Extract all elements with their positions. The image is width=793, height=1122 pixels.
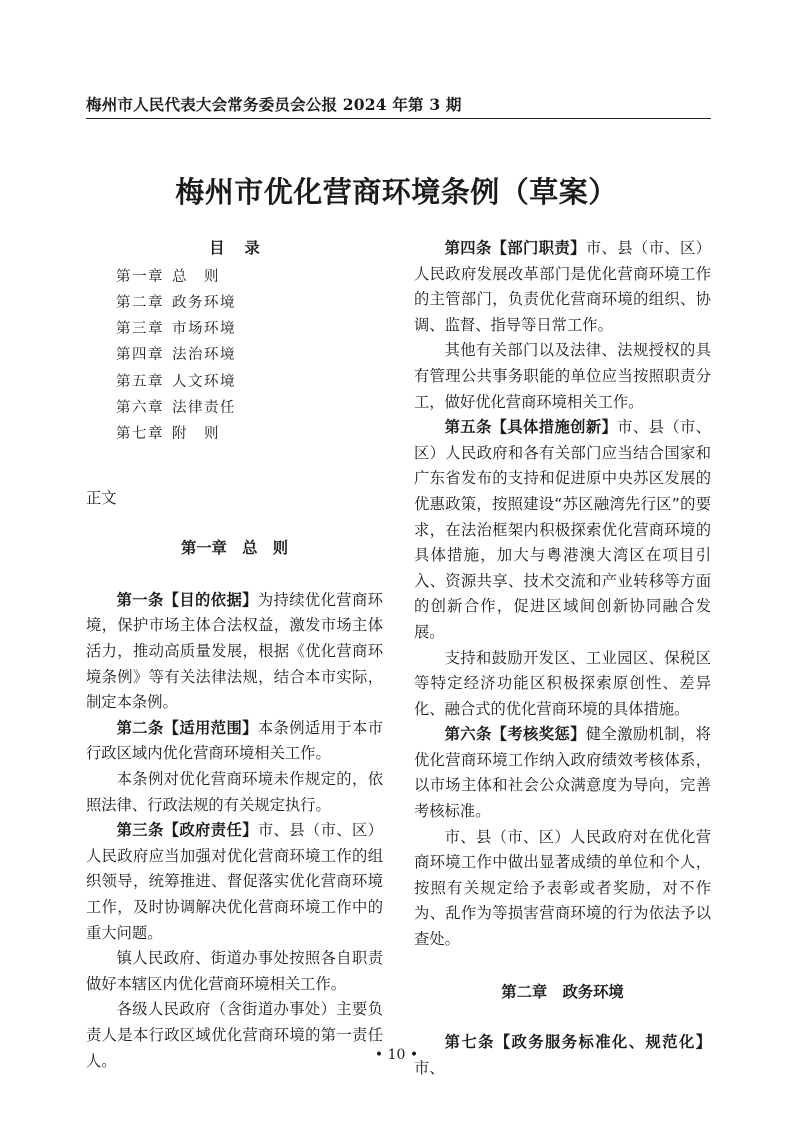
article-heading: 第一条【目的依据】 bbox=[116, 590, 258, 609]
left-column bbox=[86, 236, 383, 1074]
article-text: 本条例适用于本市行政区域内优化营商环境相关工作。 bbox=[86, 718, 383, 763]
article-5 bbox=[414, 415, 711, 645]
toc-chapter-name: 法治环境 bbox=[172, 347, 236, 364]
article-2 bbox=[86, 716, 383, 767]
table-of-contents bbox=[116, 264, 383, 448]
journal-header: 梅州市人民代表大会常务委员会公报 2024 年第 3 期 bbox=[86, 95, 462, 114]
document-title: 梅州市优化营商环境条例（草案） bbox=[175, 175, 618, 209]
article-text: 市、县（市、区）人民政府发展改革部门是优化营商环境工作的主管部门，负责优化营商环境的组织、协调、监督、指导等日常工作。 bbox=[414, 239, 711, 334]
article-6-paragraph: 市、县（市、区）人民政府对在优化营商环境工作中做出显著成绩的单位和个人，按照有关规定给予表彰或者奖励，对不作为、乱作为等损害营商环境的行为依法予以查处。 bbox=[414, 827, 711, 949]
article-5-paragraph: 支持和鼓励开发区、工业园区、保税区等特定经济功能区积极探索原创性、差异化、融合式的优化营商环境的具体措施。 bbox=[414, 648, 711, 718]
article-3 bbox=[86, 818, 383, 946]
article-text: 为持续优化营商环境，保护市场主体合法权益，激发市场主体活力，推动高质量发展，根据《优化营商环境条例》等有关法律法规，结合本市实际，制定本条例。 bbox=[86, 590, 383, 712]
article-heading: 第六条【考核奖惩】 bbox=[444, 725, 586, 744]
article-text: 市、县（市、区）人民政府应当加强对优化营商环境工作的组织领导，统筹推进、督促落实优化营商环境工作，及时协调解决优化营商环境工作中的重大问题。 bbox=[86, 821, 383, 942]
article-heading: 第二条【适用范围】 bbox=[116, 718, 258, 737]
toc-item bbox=[116, 421, 383, 447]
toc-chapter-name: 市场环境 bbox=[172, 321, 236, 338]
toc-chapter-number: 第六章 bbox=[116, 400, 164, 417]
article-6 bbox=[414, 722, 711, 824]
article-text: 市、 bbox=[414, 1058, 445, 1077]
right-column bbox=[414, 236, 711, 1081]
toc-chapter-number: 第五章 bbox=[116, 373, 164, 390]
article-heading: 第三条【政府责任】 bbox=[116, 821, 258, 840]
toc-heading: 目录 bbox=[209, 239, 280, 257]
article-1 bbox=[86, 588, 383, 716]
toc-item bbox=[116, 342, 383, 368]
chapter-heading: 第二章 政务环境 bbox=[501, 982, 624, 1001]
toc-chapter-name: 总 则 bbox=[172, 268, 220, 285]
toc-chapter-number: 第三章 bbox=[116, 321, 164, 338]
article-2-paragraph: 本条例对优化营商环境未作规定的，依照法律、行政法规的有关规定执行。 bbox=[86, 770, 383, 814]
article-3-paragraph: 各级人民政府（含街道办事处）主要负责人是本行政区域优化营商环境的第一责任人。 bbox=[86, 1000, 383, 1070]
toc-chapter-number: 第二章 bbox=[116, 294, 164, 311]
toc-item bbox=[116, 264, 383, 290]
toc-chapter-number: 第四章 bbox=[116, 347, 164, 364]
article-heading: 第七条【政务服务标准化、规范化】 bbox=[444, 1033, 711, 1052]
toc-chapter-number: 第七章 bbox=[116, 426, 164, 443]
toc-chapter-name: 人文环境 bbox=[172, 373, 236, 390]
article-text: 健全激励机制，将优化营商环境工作纳入政府绩效考核体系，以市场主体和社会公众满意度为导向，完善考核标准。 bbox=[414, 725, 711, 821]
article-heading: 第四条【部门职责】 bbox=[444, 239, 586, 257]
chapter-heading: 第一章 总 则 bbox=[180, 539, 289, 558]
toc-chapter-name: 政务环境 bbox=[172, 294, 236, 311]
article-heading: 第五条【具体措施创新】 bbox=[444, 418, 618, 437]
toc-chapter-name: 附 则 bbox=[172, 426, 220, 443]
article-text: 市、县（市、区）人民政府和各有关部门应当结合国家和广东省发布的支持和促进原中央苏区发展的优惠政策，按照建设“苏区融湾先行区”的要求，在法治框架内积极探索优化营商环境的具体措施，加大与粤港澳大湾区在项目引入、资源共享、技术交流和产业转移等方面的创新合作，促进区域间创新协同融合发展。 bbox=[414, 418, 711, 641]
article-3-paragraph: 镇人民政府、街道办事处按照各自职责做好本辖区内优化营商环境相关工作。 bbox=[86, 949, 383, 993]
toc-chapter-number: 第一章 bbox=[116, 268, 164, 285]
article-4 bbox=[414, 236, 711, 338]
article-4-paragraph: 其他有关部门以及法律、法规授权的具有管理公共事务职能的单位应当按照职责分工，做好优化营商环境相关工作。 bbox=[414, 341, 711, 411]
toc-chapter-name: 法律责任 bbox=[172, 400, 236, 417]
page-number: • 10 • bbox=[374, 1047, 419, 1063]
header-rule bbox=[86, 118, 711, 119]
toc-item bbox=[116, 316, 383, 342]
toc-item bbox=[116, 290, 383, 316]
body-label: 正文 bbox=[86, 488, 117, 507]
toc-item bbox=[116, 395, 383, 421]
toc-item bbox=[116, 369, 383, 395]
